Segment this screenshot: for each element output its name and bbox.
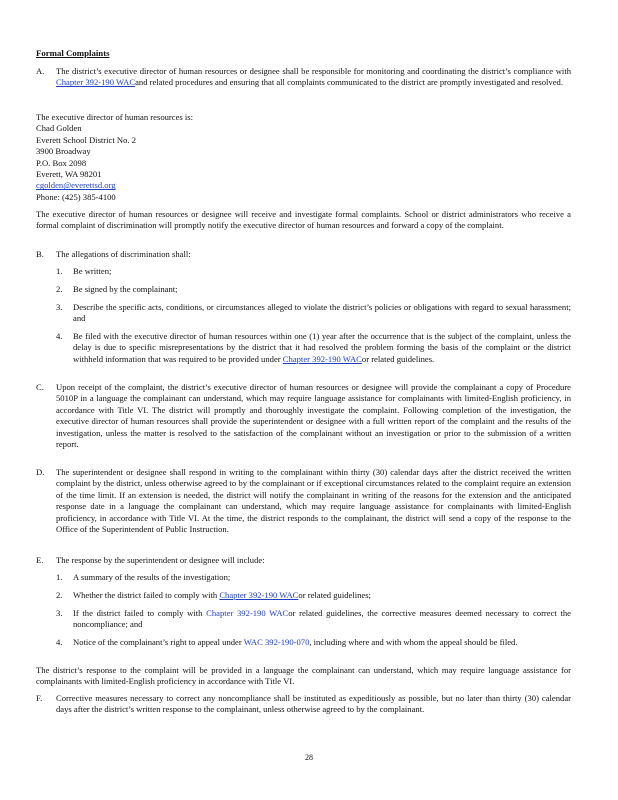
- chapter-wac-reference: Chapter 392-190 WAC: [206, 608, 289, 618]
- section-d-text: The superintendent or designee shall respond in writing to the complainant within thirty (30) calendar days after the district received the written complaint by the district, unless otherwise agreed to by the complainant or if exceptional circumstances related to the complaint require an extension of the time limit. If an extension is needed, the district will notify the complainant in writing of the reasons for the extension and the anticipated response date in a language the complainant can understand, which may require language assistance for complainants with limited-English proficiency, in accordance with Title VI. At the time, the district responds to the complainant, the district will send a copy of the response to the Office of the Superintendent of Public Instruction.: [56, 467, 571, 535]
- section-e-intro: The response by the superintendent or designee will include:: [56, 555, 265, 565]
- section-b-label: B.: [36, 249, 44, 259]
- chapter-wac-link[interactable]: Chapter 392-190 WAC: [219, 590, 299, 600]
- section-c-label: C.: [36, 382, 44, 392]
- document-page: Formal Complaints A. The district’s executive director of human resources or designee shall be responsible for monitoring and coordinating the district’s compliance with Chapter 392-190 WACand related procedures and ensuring that all complaints communicated to the district are promptly investigated and resolved. The executive director of human resources is: Chad Golden Everett School District No. 2 3900 Broadway P.O. Box 2098 Everett, WA 98201 cgolden@everettsd.org Phone: (425) 385-4100 The executive director of human resources or designee will receive and investigate formal complaints. School or district administrators who receive a formal complaint of discrimination will promptly notify the executive director of human resources and forward a copy of the complaint. B. The allegations of discrimination shall: 1. Be written; 2. Be signed by the complainant; 3. Describe the specific acts, conditions, or circumstances alleged to violate the district’s policies or obligations with regard to sexual harassment; and 4. Be filed with the executive director of human resources within one (1) year after the occurrence that is the subject of the complaint, unless the delay is due to specific misrepresentations by the district that it had resolved the problem forming the basis of the complaint or the district withheld information that was required to be provided under Chapter 392-190 WACor related guidelines. C. Upon receipt of the complaint, the district’s executive director of human resources or designee will provide the complainant a copy of Procedure 5010P in a language the complainant can understand, which may require language assistance for complainants with limited-English proficiency, in accordance with Title VI. The district will promptly and thoroughly investigate the complaint. Following completion of the investigation, the executive director of human resources shall provide the superintendent or designee with a full written report of the complaint and the results of the investigation, unless the matter is resolved to the satisfaction of the complainant without an investigation or prior to the submission of a written report. D. The superintendent or designee shall respond in writing to the complainant within thirty (30) calendar days after the district received the written complaint by the district, unless otherwise agreed to by the complainant or if exceptional circumstances related to the complaint require an extension of the time limit. If an extension is needed, the district will notify the complainant in writing of the reasons for the extension and the anticipated response date in a language the complainant can understand, which may require language assistance for complainants with limited-English proficiency, in accordance with Title VI. At the time, the district responds to the complainant, the district will send a copy of the response to the Office of the Superintendent of Public Instruction. E. The response by the superintendent or designee will include: 1. A summary of the results of the investigation; 2. Whether the district failed to comply with Chapter 392-190 WACor related guidelines; 3. If the district failed to comply with Chapter 392-190 WACor related guidelines, the corrective measures deemed necessary to correct the noncompliance; and 4. Notice of the complainant’s right to appeal under WAC 392-190-070, including where and with whom the appeal should be filed. The district’s response to the complaint will be provided in a language the complainant can understand, which may require language assistance for complainants with limited-English proficiency in accordance with Title VI. F. Corrective measures necessary to correct any noncompliance shall be instituted as expeditiously as possible, but no later than thirty (30) calendar days after the district’s written response to the complainant, unless otherwise agreed to by the complainant. 28: [0, 0, 618, 800]
- receive-paragraph: The executive director of human resources or designee will receive and investigate formal complaints. School or district administrators who receive a formal complaint of discrimination will promptly notify the executive director of human resources and forward a copy of the complaint.: [36, 209, 571, 231]
- contact-name: Chad Golden: [36, 123, 82, 134]
- contact-street: 3900 Broadway: [36, 146, 91, 157]
- section-b-intro: The allegations of discrimination shall:: [56, 249, 191, 259]
- section-c-text: Upon receipt of the complaint, the district’s executive director of human resources or designee will provide the complainant a copy of Procedure 5010P in a language the complainant can understand, which may require language assistance for complainants with limited-English proficiency, in accordance with Title VI. The district will promptly and thoroughly investigate the complaint. Following completion of the investigation, the executive director of human resources shall provide the superintendent or designee with a full written report of the complaint and the results of the investigation, unless the matter is resolved to the satisfaction of the complainant without an investigation or prior to the submission of a written report.: [56, 382, 571, 450]
- contact-city: Everett, WA 98201: [36, 169, 102, 180]
- section-f-label: F.: [36, 693, 43, 703]
- chapter-wac-link[interactable]: Chapter 392-190 WAC: [282, 353, 362, 364]
- page-number: 28: [305, 753, 313, 762]
- section-d-label: D.: [36, 467, 45, 477]
- section-heading: Formal Complaints: [36, 48, 110, 58]
- wac-appeal-reference: WAC 392-190-070: [243, 637, 310, 647]
- section-e-label: E.: [36, 555, 44, 565]
- contact-org: Everett School District No. 2: [36, 134, 137, 145]
- contact-intro: The executive director of human resources is:: [36, 112, 194, 122]
- section-a-label: A.: [36, 66, 45, 76]
- contact-pobox: P.O. Box 2098: [36, 157, 87, 168]
- contact-phone: Phone: (425) 385-4100: [36, 191, 116, 202]
- section-a-text: The district’s executive director of human resources or designee shall be responsible for monitoring and coordinating the district’s compliance with Chapter 392-190 WACand related procedures and ensuring that all complaints communicated to the district are promptly investigated and resolved.: [56, 66, 571, 88]
- section-f-text: Corrective measures necessary to correct any noncompliance shall be instituted as expeditiously as possible, but no later than thirty (30) calendar days after the district’s written response to the complainant, unless otherwise agreed to by the complainant.: [56, 693, 571, 715]
- contact-block: [36, 112, 571, 203]
- chapter-wac-link[interactable]: Chapter 392-190 WAC: [56, 77, 136, 88]
- contact-email-link[interactable]: cgolden@everettsd.org: [36, 180, 116, 191]
- language-paragraph: The district’s response to the complaint will be provided in a language the complainant can understand, which may require language assistance for complainants with limited-English proficiency in accordance with Title VI.: [36, 665, 571, 687]
